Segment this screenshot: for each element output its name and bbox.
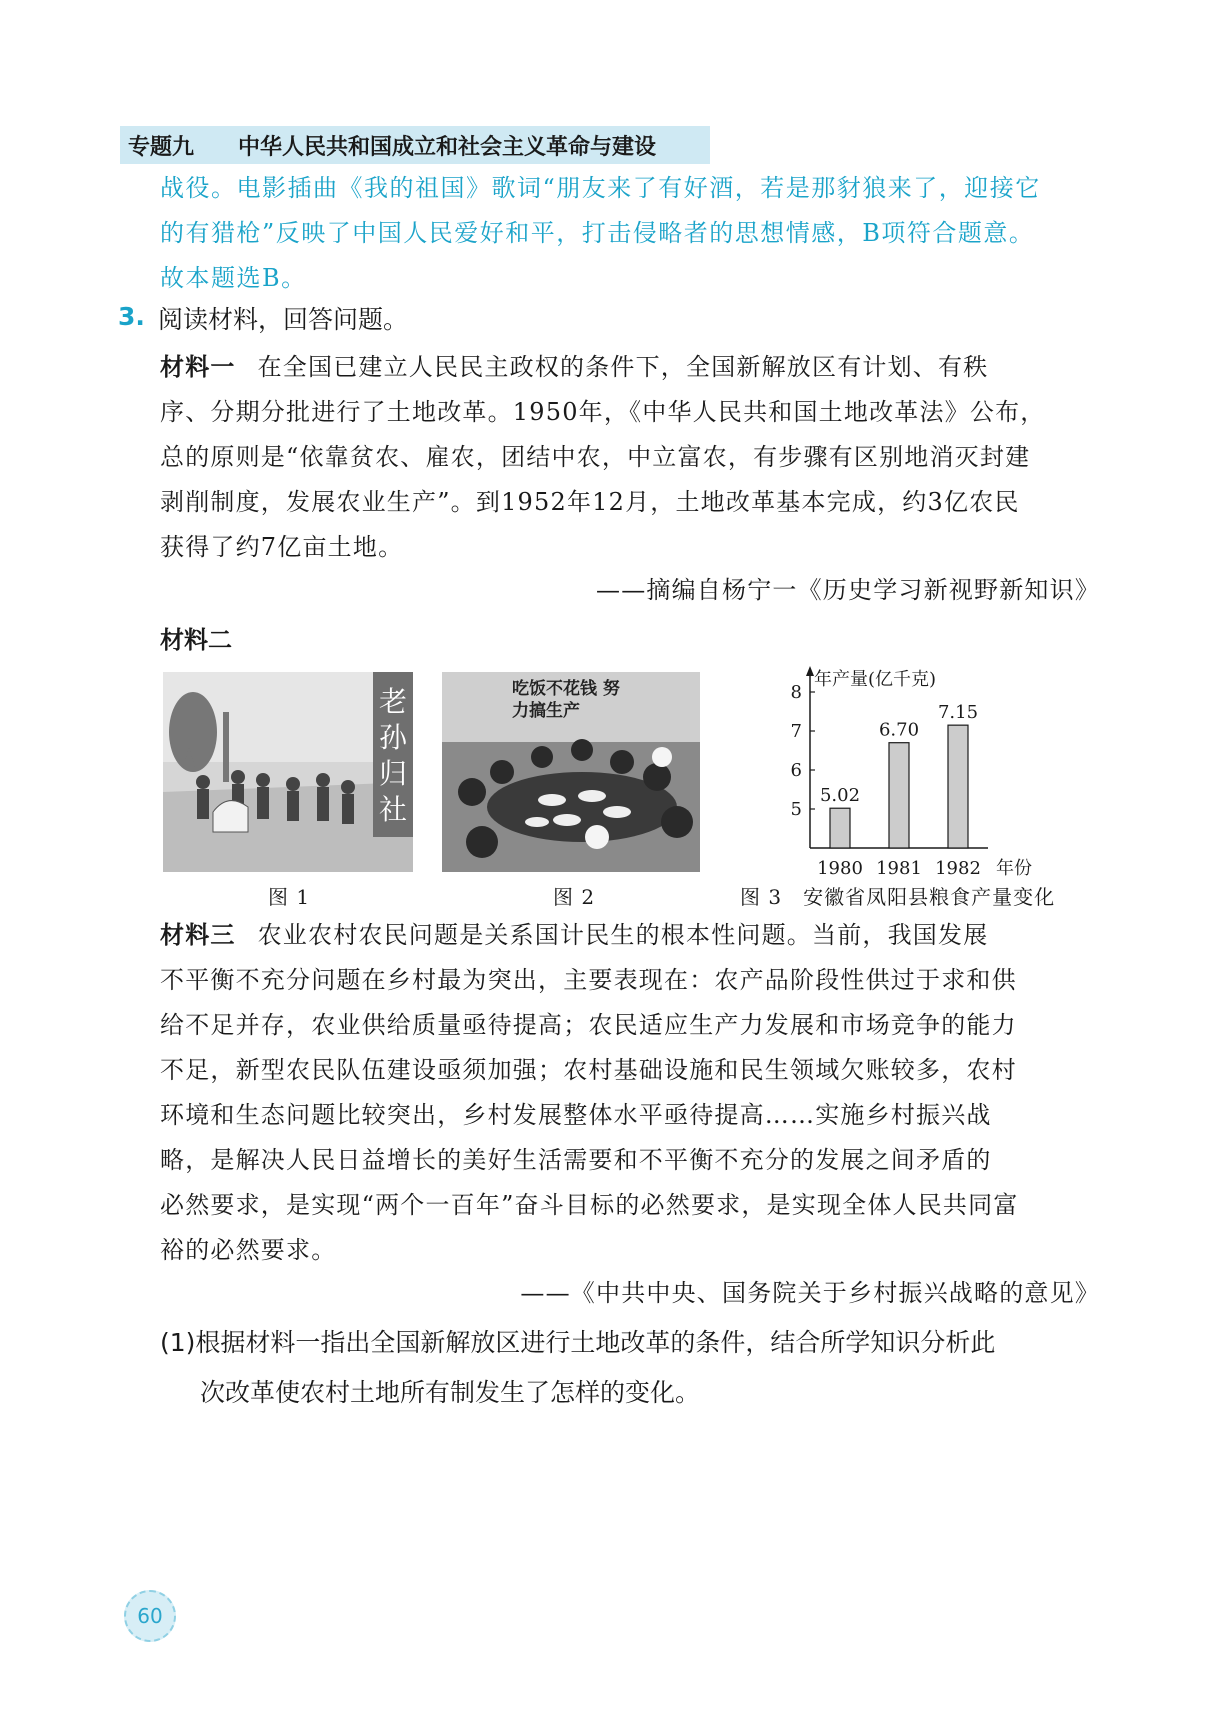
material-line: 环境和生态问题比较突出，乡村发展整体水平亟待提高……实施乡村振兴战	[160, 1101, 992, 1129]
chart-x-axis-label: 年份	[996, 858, 1032, 879]
material-line: 略，是解决人民日益增长的美好生活需要和不平衡不充分的发展之间矛盾的	[160, 1146, 992, 1174]
material-line: 序、分期分批进行了土地改革。1950年，《中华人民共和国土地改革法》公布，	[160, 398, 1046, 426]
chart-x-tick-label: 1982	[935, 858, 981, 879]
material-three-label: 材料三	[160, 921, 236, 949]
figure-2-banner-text: 吃饭不花钱 努力搞生产	[512, 679, 620, 721]
figure-3-bar-chart	[770, 662, 1070, 880]
question-prompt: 阅读材料，回答问题。	[158, 305, 409, 334]
chart-bar-value-label: 6.70	[878, 719, 920, 741]
section-tag: 专题九	[128, 134, 195, 160]
sub-question-line: (1)根据材料一指出全国新解放区进行土地改革的条件，结合所学知识分析此	[160, 1328, 996, 1357]
chart-bar-value-label: 5.02	[819, 785, 861, 807]
material-line: 农业农村农民问题是关系国计民生的根本性问题。当前，我国发展	[257, 921, 989, 949]
page-number: 60	[124, 1590, 176, 1642]
material-line: 不足，新型农民队伍建设亟须加强；农村基础设施和民生领域欠账较多，农村	[160, 1056, 1017, 1084]
figure-1-caption: 图 1	[268, 885, 311, 909]
chart-bar	[889, 743, 909, 848]
answer-line: 的有猎枪”反映了中国人民爱好和平，打击侵略者的思想情感，B项符合题意。	[160, 219, 1035, 247]
chart-y-tick-label: 8	[790, 682, 802, 703]
chart-y-axis-label: 年产量(亿千克)	[814, 669, 937, 690]
chart-y-tick-label: 5	[790, 799, 802, 820]
material-three-source: ——《中共中央、国务院关于乡村振兴战略的意见》	[520, 1279, 1100, 1307]
sub-question-line: 次改革使农村土地所有制发生了怎样的变化。	[200, 1378, 701, 1407]
material-two-label: 材料二	[160, 626, 232, 654]
answer-line: 战役。电影插曲《我的祖国》歌词“朋友来了有好酒，若是那豺狼来了，迎接它	[160, 174, 1041, 202]
section-header	[120, 126, 710, 164]
sub-question-1	[160, 1318, 1100, 1418]
chart-bar	[830, 808, 850, 848]
chart-bar-value-label: 7.15	[937, 702, 979, 724]
material-one-label: 材料一	[160, 353, 236, 381]
figure-2-caption: 图 2	[553, 885, 596, 909]
figure-2-image	[442, 672, 700, 872]
answer-explanation	[160, 166, 1100, 301]
material-line: 裕的必然要求。	[160, 1236, 337, 1264]
answer-line: 故本题选B。	[160, 264, 307, 292]
material-line: 不平衡不充分问题在乡村最为突出，主要表现在：农产品阶段性供过于求和供	[160, 966, 1017, 994]
material-three	[160, 913, 1100, 1273]
figure-1-overlay-text: 老孙归社	[379, 685, 408, 826]
chart-x-tick-label: 1980	[817, 858, 863, 879]
chart-y-tick-label: 7	[790, 721, 802, 742]
material-line: 在全国已建立人民民主政权的条件下，全国新解放区有计划、有秩	[257, 353, 989, 381]
chart-bar	[948, 725, 968, 848]
material-one-source: ——摘编自杨宁一《历史学习新视野新知识》	[596, 576, 1100, 604]
material-line: 剥削制度，发展农业生产”。到1952年12月，土地改革基本完成，约3亿农民	[160, 488, 1020, 516]
material-line: 总的原则是“依靠贫农、雇农，团结中农，中立富农，有步骤有区别地消灭封建	[160, 443, 1031, 471]
material-line: 获得了约7亿亩土地。	[160, 533, 404, 561]
question-number: 3.	[118, 302, 145, 331]
material-line: 给不足并存，农业供给质量亟待提高；农民适应生产力发展和市场竞争的能力	[160, 1011, 1017, 1039]
chart-y-axis-arrow	[806, 666, 814, 676]
material-line: 必然要求，是实现“两个一百年”奋斗目标的必然要求，是实现全体人民共同富	[160, 1191, 1019, 1219]
figure-3-caption: 图 3 安徽省凤阳县粮食产量变化	[740, 885, 1056, 909]
section-title: 中华人民共和国成立和社会主义革命与建设	[238, 134, 657, 160]
material-one	[160, 345, 1100, 570]
chart-y-tick-label: 6	[790, 760, 802, 781]
chart-x-tick-label: 1981	[876, 858, 922, 879]
figure-1-image	[163, 672, 413, 872]
